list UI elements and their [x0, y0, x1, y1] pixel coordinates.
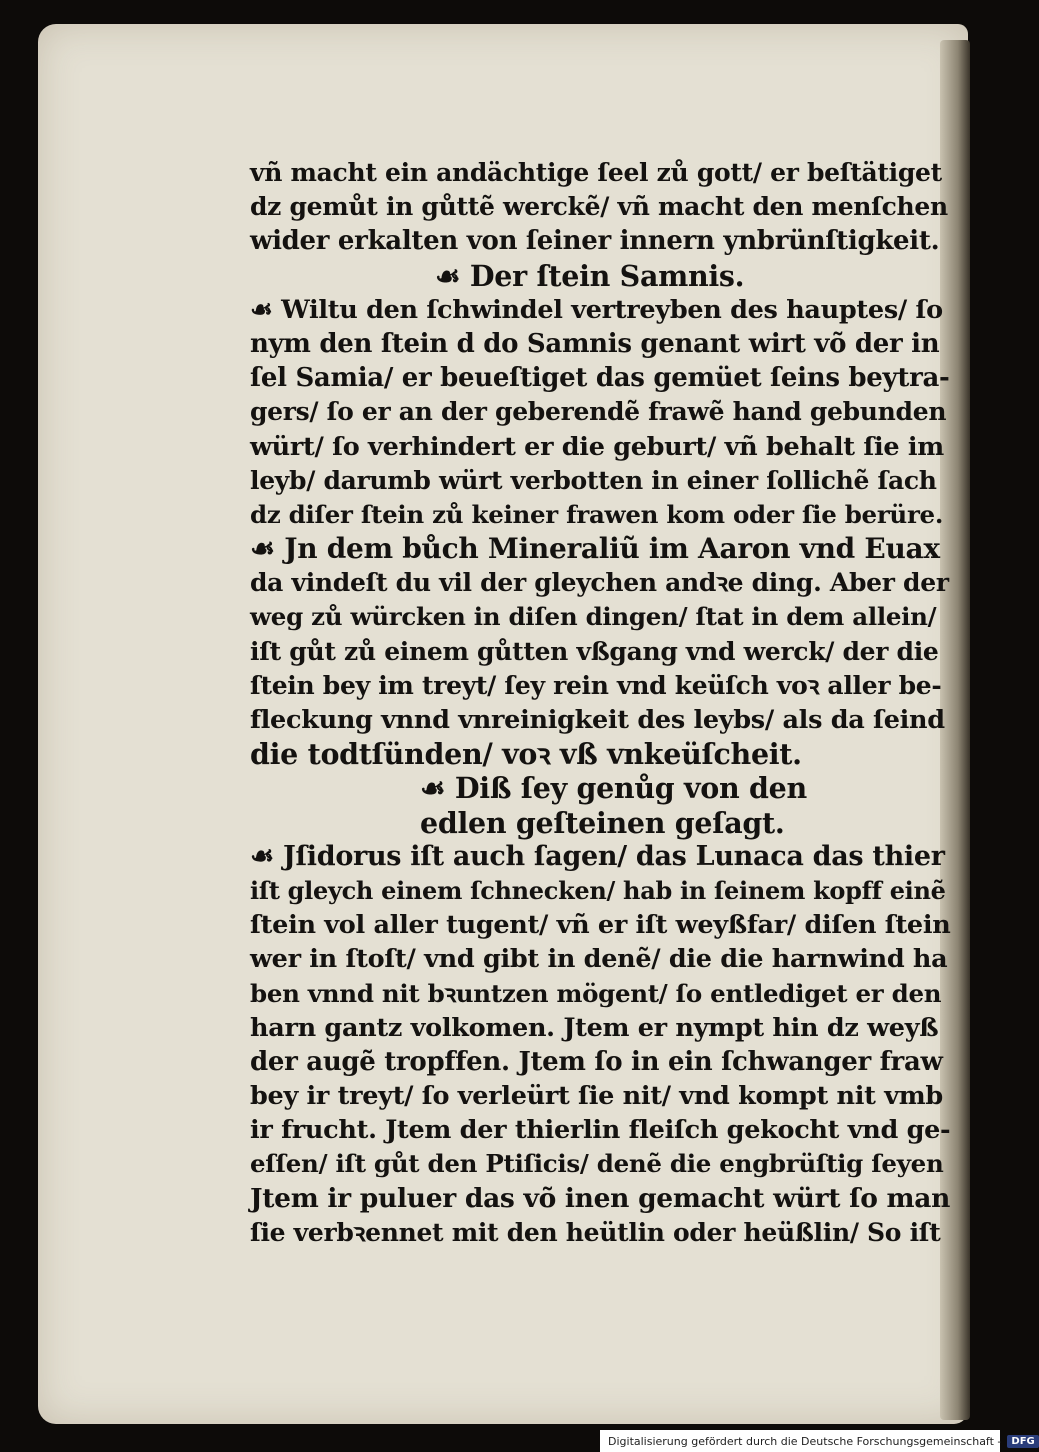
- text-line: da vindeſt du vil der gleychen andꝛe ding. Aber der: [250, 568, 949, 598]
- dfg-logo: DFG: [1007, 1435, 1038, 1448]
- text-line: iſt gůt zů einem gůtten vßgang vnd werck/ der die: [250, 636, 939, 666]
- text-line: nym den ſtein d do Samnis genant wirt võ der in: [250, 328, 940, 359]
- text-line: ſel Samia/ er beueſtiget das gemüet ſeins beytra-: [250, 363, 950, 394]
- section-heading: ☙ Diß ſey genůg von den: [420, 771, 807, 806]
- text-line: eſſen/ iſt gůt den Ptiſicis/ denẽ die engbrüſtig ſeyen: [250, 1149, 944, 1179]
- text-line: weg zů würcken in diſen dingen/ ſtat in dem allein/: [250, 602, 937, 632]
- text-line: die todtſünden/ voꝛ vß vnkeüſcheit.: [250, 737, 802, 772]
- footer-credit: Digitalisierung gefördert durch die Deutsche Forschungsgemeinschaft -: [608, 1434, 1002, 1448]
- text-line: ☙ Jſidorus iſt auch ſagen/ das Lunaca das thier: [250, 840, 945, 872]
- section-heading: edlen geſteinen geſagt.: [420, 805, 785, 840]
- dfg-footer: [600, 1430, 1035, 1452]
- text-line: dz gemůt in gůttẽ werckẽ/ vñ macht den menſchen: [250, 192, 948, 222]
- text-line: ☙ Jn dem bůch Mineraliũ im Aaron vnd Euax: [250, 532, 940, 566]
- text-line: wider erkalten von ſeiner innern ynbrünſtigkeit.: [250, 226, 940, 257]
- text-line: harn gantz volkomen. Jtem er nympt hin dz weyß: [250, 1012, 939, 1043]
- text-line: ſtein bey im treyt/ ſey rein vnd keüſch voꝛ aller be-: [250, 670, 942, 700]
- text-line: der augẽ tropffen. Jtem ſo in ein ſchwanger fraw: [250, 1046, 943, 1077]
- text-line: ſie verbꝛennet mit den heütlin oder heüßlin/ So iſt: [250, 1217, 941, 1247]
- text-line: würt/ ſo verhindert er die geburt/ vñ behalt ſie im: [250, 431, 944, 462]
- page-text-block: [250, 156, 950, 1250]
- section-heading: ☙ Der ſtein Samnis.: [435, 258, 745, 293]
- text-line: ir frucht. Jtem der thierlin fleiſch gekocht vnd ge-: [250, 1115, 951, 1146]
- text-line: fleckung vnnd vnreinigkeit des leybs/ als da ſeind: [250, 705, 945, 735]
- text-line: ſtein vol aller tugent/ vñ er iſt weyßfar/ diſen ſtein: [250, 910, 951, 941]
- text-line: ☙ Wiltu den ſchwindel vertreyben des hauptes/ ſo: [250, 294, 943, 325]
- text-line: gers/ ſo er an der geberendẽ frawẽ hand gebunden: [250, 397, 947, 427]
- text-line: ben vnnd nit bꝛuntzen mögent/ ſo entlediget er den: [250, 978, 942, 1008]
- text-line: dz diſer ſtein zů keiner frawen kom oder ſie berüre.: [250, 499, 944, 529]
- text-line: wer in ſtoſt/ vnd gibt in denẽ/ die die harnwind ha: [250, 944, 948, 975]
- text-line: vñ macht ein andächtige ſeel zů gott/ er beſtätiget: [250, 158, 942, 187]
- text-line: leyb/ darumb würt verbotten in einer ſollichẽ ſach: [250, 465, 937, 495]
- text-line: iſt gleych einem ſchnecken/ hab in ſeinem kopff einẽ: [250, 875, 946, 905]
- text-line: bey ir treyt/ ſo verleürt ſie nit/ vnd kompt nit vmb: [250, 1081, 943, 1112]
- text-line: Jtem ir puluer das võ inen gemacht würt ſo man: [250, 1182, 951, 1214]
